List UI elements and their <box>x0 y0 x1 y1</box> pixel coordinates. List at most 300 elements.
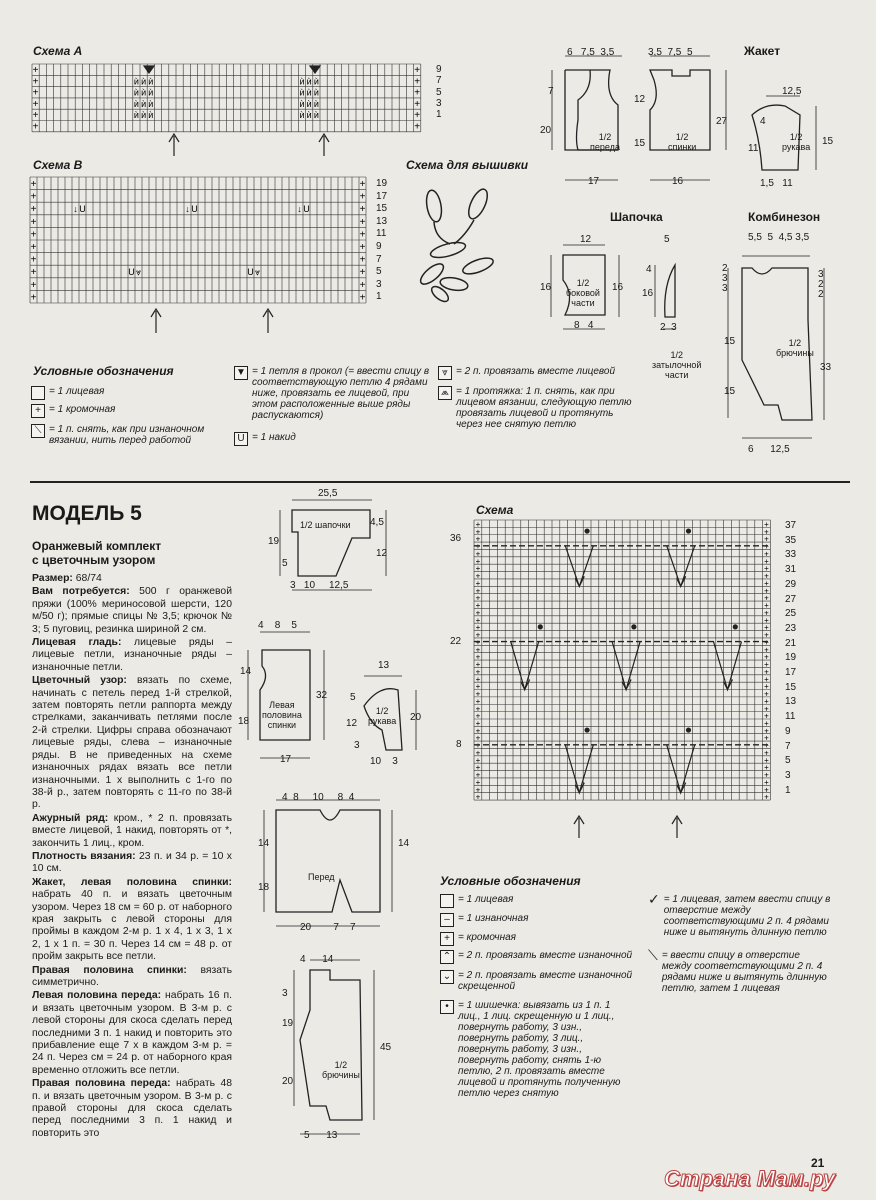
jacket-front-dim-7: 7 <box>548 86 554 97</box>
model-legend-edge: + = кромочная <box>440 932 640 946</box>
sleeve-piece-dim-3: 3 <box>354 740 360 751</box>
chart-mark <box>151 309 161 333</box>
chart-symbol: + <box>764 637 769 647</box>
chart-symbol: ѝ <box>313 87 319 98</box>
row-number: 15 <box>785 681 797 693</box>
drop-stitch-symbol-icon: ▼ <box>234 366 248 380</box>
row-number: 17 <box>376 190 388 202</box>
hat-piece-dim-5: 5 <box>282 558 288 569</box>
hat-side-label: 1/2 боковой части <box>566 278 600 308</box>
overall-dims-top: 5,5 5 4,5 3,5 <box>748 232 810 243</box>
chart-symbol: + <box>475 542 481 552</box>
row-number: 7 <box>436 75 442 87</box>
trouser-piece-dim-45: 45 <box>380 1042 392 1053</box>
model-subtitle: Оранжевый комплект с цветочным узором <box>32 539 162 567</box>
chart-symbol: + <box>764 667 769 677</box>
chart-symbol: + <box>764 704 769 714</box>
top-legend-item-drop: ▼ = 1 петля в прокол (= ввести спицу в соответствующую петлю 4 рядами ниже, провязать ее лицевой, при этом расположенные выше ряды распускаются) <box>234 366 430 421</box>
model-legend-p2tog: ⌃ = 2 п. провязать вместе изнаночной <box>440 950 640 964</box>
chart-symbol: + <box>475 792 481 802</box>
chart-symbol: + <box>764 785 769 795</box>
chart-symbol: ѝ <box>148 110 154 121</box>
chart-symbol: + <box>475 534 481 544</box>
row-number: 19 <box>376 178 388 189</box>
scheme-b-grid <box>28 175 378 335</box>
chart-symbol: ѝ <box>306 76 312 87</box>
hat-piece-dim-bottom: 3 10 12,5 <box>290 580 349 591</box>
row-number: 1 <box>436 109 442 121</box>
chart-symbol: + <box>764 601 769 611</box>
chart-symbol: + <box>475 733 481 743</box>
row-number: 13 <box>785 696 797 708</box>
chart-symbol: + <box>764 564 769 574</box>
chart-symbol: + <box>30 267 37 279</box>
chart-symbol: + <box>475 741 481 751</box>
row-number: 9 <box>376 240 382 252</box>
chart-symbol: + <box>764 520 769 529</box>
jacket-front-dim-20: 20 <box>540 125 552 136</box>
chart-symbol: ѝ <box>148 87 154 98</box>
long-loop-left-icon: ⟍ <box>648 947 658 963</box>
pattern-left-8: 8 <box>456 739 462 750</box>
trouser-piece-dim-20: 20 <box>282 1076 294 1087</box>
row-number: 31 <box>785 564 797 576</box>
chart-symbol: + <box>475 623 481 633</box>
chart-symbol: + <box>764 556 769 566</box>
chart-symbol: + <box>764 777 769 787</box>
trouser-piece-dims-top: 4 14 <box>300 954 334 965</box>
chart-symbol: + <box>475 770 481 780</box>
row-number: 35 <box>785 534 797 546</box>
chart-symbol: + <box>414 87 421 99</box>
chart-symbol: + <box>475 549 481 559</box>
edge-symbol-icon: + <box>31 404 45 418</box>
chart-symbol: + <box>764 682 769 692</box>
chart-symbol: ѝ <box>148 76 154 87</box>
front-piece-dim-bottom: 20 7 7 <box>300 922 356 933</box>
row-number: 37 <box>785 520 797 531</box>
front-piece-dim-14-right: 14 <box>398 838 410 849</box>
chart-mark <box>319 134 329 156</box>
chart-symbol: + <box>764 748 769 758</box>
back-piece-dim-32: 32 <box>316 690 328 701</box>
embroidery-motif <box>410 178 520 308</box>
top-legend-item-yo: U = 1 накид <box>234 432 430 446</box>
chart-symbol: + <box>32 87 39 99</box>
jacket-front-dim-17: 17 <box>588 176 600 187</box>
bobble-mark <box>686 727 691 732</box>
top-legend-item-slip: ⟍ = 1 п. снять, как при изнаночном вязании, нить перед работой <box>31 424 221 446</box>
bobble-mark <box>585 528 590 533</box>
overall-dims-left: 2 3 3 <box>722 263 728 294</box>
chart-symbol: + <box>30 242 37 253</box>
hat-dim-16-left: 16 <box>540 282 552 293</box>
knit-symbol-icon <box>440 894 454 908</box>
chart-mark <box>263 309 273 333</box>
jacket-sleeve-dim-top: 12,5 <box>782 86 802 97</box>
chart-mark <box>144 66 154 73</box>
k2tog-symbol-icon: ⩔ <box>438 366 452 380</box>
row-number: 17 <box>785 667 797 679</box>
row-number: 21 <box>785 637 797 649</box>
chart-symbol: + <box>475 674 481 684</box>
chart-symbol: + <box>359 242 366 253</box>
chart-symbol: + <box>764 578 769 588</box>
chart-symbol: + <box>475 637 481 647</box>
jacket-back-dim-12: 12 <box>634 94 646 105</box>
trouser-piece-dim-bottom: 5 13 <box>304 1130 338 1141</box>
chart-symbol: + <box>475 763 481 773</box>
jacket-back-dim-27: 27 <box>716 116 728 127</box>
bobble-mark <box>686 528 691 533</box>
sleeve-piece-label: 1/2 рукава <box>368 706 397 726</box>
chart-symbol: ѝ <box>141 87 147 98</box>
long-loop-right-icon: ✓ <box>648 891 660 907</box>
chart-symbol: ѝ <box>299 87 305 98</box>
front-piece-dim-18: 18 <box>258 882 270 893</box>
bobble-mark <box>733 624 738 629</box>
chart-symbol: + <box>30 179 37 190</box>
chart-symbol: ѝ <box>299 110 305 121</box>
sleeve-piece-dim-5: 5 <box>350 692 356 703</box>
overall-dims-right: 3 2 2 <box>818 269 824 300</box>
chart-symbol: ѝ <box>313 98 319 109</box>
chart-symbol: ѝ <box>299 76 305 87</box>
chart-symbol: + <box>475 556 481 566</box>
overall-label: 1/2 брючины <box>776 338 814 358</box>
jacket-sleeve-label: 1/2 рукава <box>782 132 811 152</box>
embroidery-title: Схема для вышивки <box>406 158 529 172</box>
chart-symbol: + <box>475 645 481 655</box>
chart-mark <box>574 816 584 838</box>
chart-symbol: ѝ <box>313 110 319 121</box>
pattern-right-row-numbers <box>785 519 796 798</box>
chart-symbol: + <box>414 98 421 110</box>
hat-schematics <box>535 225 705 365</box>
trouser-piece-dim-19: 19 <box>282 1018 294 1029</box>
model-title: МОДЕЛЬ 5 <box>32 502 142 525</box>
row-number: 9 <box>785 725 791 737</box>
chart-symbol: ↓ <box>297 204 302 215</box>
chart-symbol: + <box>30 279 37 291</box>
row-number: 29 <box>785 578 797 590</box>
chart-symbol: + <box>764 718 769 728</box>
chart-symbol: + <box>764 763 769 773</box>
p2tog-symbol-icon: ⌃ <box>440 950 454 964</box>
row-number: 5 <box>785 755 791 767</box>
chart-symbol: ѝ <box>299 98 305 109</box>
chart-symbol: ѝ <box>133 76 139 87</box>
chart-symbol: + <box>359 267 366 279</box>
chart-symbol: + <box>30 292 37 304</box>
sleeve-piece-dim-20: 20 <box>410 712 422 723</box>
chart-symbol: + <box>475 696 481 706</box>
chart-mark <box>672 816 682 838</box>
chart-symbol: + <box>32 121 39 133</box>
chart-symbol: + <box>32 110 39 122</box>
hat-piece-label: 1/2 шапочки <box>300 520 351 530</box>
chart-symbol: + <box>359 292 366 304</box>
top-legend-item-edge: + = 1 кромочная <box>31 404 221 418</box>
jacket-sleeve-dim-4: 4 <box>760 116 766 127</box>
hat-back-dim-5: 5 <box>664 234 670 245</box>
scheme-a-title: Схема А <box>33 44 83 58</box>
chart-symbol: + <box>475 578 481 588</box>
trouser-piece-label: 1/2 брючины <box>322 1060 360 1080</box>
row-number: 7 <box>785 740 791 752</box>
p2tog-tbl-symbol-icon: ⌄ <box>440 970 454 984</box>
row-number: 1 <box>785 784 791 796</box>
chart-symbol: + <box>475 718 481 728</box>
top-legend-item-knit: = 1 лицевая <box>31 386 221 400</box>
chart-symbol: + <box>764 726 769 736</box>
row-number: 25 <box>785 608 797 620</box>
model-legend-purl: – = 1 изнаночная <box>440 913 640 927</box>
scheme-a-row-numbers <box>436 64 442 120</box>
model-legend-p2tog-tbl: ⌄ = 2 п. провязать вместе изнаночной скрещенной <box>440 970 640 992</box>
model-instructions: Размер: 68/74 Вам потребуется: 500 г оранжевой пряжи (100% мериносовой шерсти, 120 м/50 г); прямые спицы № 3,5; крючок № 3; 5 пуговиц, резинка шириной 2 см. Лицевая гладь: лицевые ряды – лицевые петли, изнаночные ряды – изнаночные петли. Цветочный узор: вязать по схеме, начинать с петель перед 1-й стрелкой, затем повторять петли раппорта между стрелками, заканчивать петлями после 2-й стрелки. Цифры справа обозначают лицевые ряды, слева – изнаночные ряды. В не приведенных на схеме изнаночных рядах вязать все петли изнаночными. 1 х выполнить с 1-го по 38-й р., затем повторять с 11-го по 38-й р. Ажурный ряд: кром., * 2 п. провязать вместе лицевой, 1 накид, повторять от *, закончить 1 лиц., кром. Плотность вязания: 23 п. и 34 р. = 10 х 10 см. Жакет, левая половина спинки: набрать 40 п. и вязать цветочным узором. Через 18 см = 60 р. от наборного края закрыть с левой стороны для проймы в каждом 2-м р. 1 х 4, 1 х 3, 1 х 2, 1 х 1 п. = 30 п. Через 14 см = 48 р. от пройм закрыть все петли. Правая половина спинки: вязать симметрично. Левая половина переда: набрать 16 п. и вязать цветочным узором. В 3-м р. с левой стороны для скоса сделать перед последними 3 п. 1 накид и повторить это прибавление еще 7 х в каждом 3-м р. = 24 п. Через см = 24 р. от наборного края временно отложить все петли. Правая половина переда: набрать 48 п. и вязать цветочным узором. В 3-м р. с правой стороны для скоса сделать перед последними 3 п. 1 накид и повторить это <box>32 573 233 1139</box>
overall-title: Комбинезон <box>748 210 821 224</box>
skp-symbol-icon: ⩕ <box>438 386 452 400</box>
jacket-sleeve-dim-11: 11 <box>748 143 759 154</box>
chart-symbol: + <box>475 755 481 765</box>
chart-symbol: ѝ <box>306 98 312 109</box>
chart-symbol: + <box>764 615 769 625</box>
overall-dim-bottom: 6 12,5 <box>748 444 790 455</box>
chart-symbol: + <box>359 229 366 241</box>
chart-symbol: + <box>475 527 481 537</box>
pattern-left-36: 36 <box>450 533 462 544</box>
chart-symbol: + <box>475 689 481 699</box>
hat-piece-dim-25-5: 25,5 <box>318 488 338 499</box>
chart-symbol: ѝ <box>306 87 312 98</box>
chart-symbol: + <box>475 586 481 596</box>
chart-mark <box>310 66 320 73</box>
chart-symbol: + <box>475 608 481 618</box>
hat-piece-dim-4-5: 4,5 <box>370 517 384 528</box>
chart-symbol: + <box>764 549 769 559</box>
chart-symbol: + <box>475 520 481 529</box>
chart-symbol: + <box>475 785 481 795</box>
row-number: 13 <box>376 215 388 227</box>
chart-symbol: + <box>475 667 481 677</box>
row-number: 3 <box>785 769 791 781</box>
chart-symbol: ↓ <box>73 204 78 215</box>
sleeve-piece-dim-12: 12 <box>346 718 358 729</box>
jacket-back-dim-16: 16 <box>672 176 684 187</box>
row-number: 5 <box>436 86 442 98</box>
jacket-front-dim-top: 6 7,5 3,5 <box>567 47 615 58</box>
chart-symbol: + <box>32 65 39 76</box>
bobble-mark <box>585 727 590 732</box>
edge-symbol-icon: + <box>440 932 454 946</box>
jacket-sleeve-dim-bottom: 1,5 11 <box>760 178 793 189</box>
chart-symbol: ѝ <box>313 76 319 87</box>
row-number: 3 <box>376 278 382 290</box>
jacket-schematics <box>530 40 840 200</box>
top-legend-item-skp: ⩕ = 1 протяжка: 1 п. снять, как при лицевом вязании, следующую петлю провязать лицевой и протянуть через нее снятую петлю <box>438 386 638 430</box>
chart-symbol: + <box>414 121 421 133</box>
chart-symbol: + <box>764 534 769 544</box>
model-legend-long-loop-a: ✓ = 1 лицевая, затем ввести спицу в отверстие между соответствующими 2 п. 4 рядами ниже и вытянуть длинную петлю <box>648 891 831 938</box>
row-number: 7 <box>376 253 382 265</box>
hat-dim-bottom: 8 4 <box>574 320 594 331</box>
front-piece-label: Перед <box>308 872 335 882</box>
chart-symbol: + <box>359 216 366 228</box>
chart-symbol: + <box>475 726 481 736</box>
chart-symbol: + <box>475 615 481 625</box>
flower-pattern-grid <box>472 518 782 843</box>
chart-symbol: U <box>128 267 135 278</box>
chart-symbol: + <box>32 98 39 110</box>
back-piece-dim-18: 18 <box>238 716 250 727</box>
yarn-over-symbol-icon: U <box>234 432 248 446</box>
front-piece-dims-top: 4 8 10 8 4 <box>282 792 355 803</box>
model-legend-title: Условные обозначения <box>440 874 581 888</box>
chart-symbol: + <box>30 254 37 266</box>
chart-symbol: + <box>475 711 481 721</box>
chart-symbol: ѝ <box>306 110 312 121</box>
top-legend-item-k2tog: ⩔ = 2 п. провязать вместе лицевой <box>438 366 638 380</box>
row-number: 27 <box>785 593 797 605</box>
chart-symbol: ѝ <box>141 98 147 109</box>
row-number: 5 <box>376 266 382 278</box>
row-number: 1 <box>376 291 382 303</box>
jacket-back-dim-top: 3,5 7,5 5 <box>648 47 693 58</box>
chart-symbol: + <box>475 682 481 692</box>
chart-symbol: + <box>764 645 769 655</box>
chart-symbol: + <box>764 711 769 721</box>
chart-symbol: + <box>475 564 481 574</box>
chart-symbol: + <box>764 630 769 640</box>
row-number: 3 <box>436 97 442 109</box>
overall-dim-15-a: 15 <box>724 336 736 347</box>
chart-symbol: + <box>764 755 769 765</box>
chart-symbol: + <box>764 741 769 751</box>
chart-symbol: + <box>475 571 481 581</box>
back-piece-dim-17: 17 <box>280 754 292 765</box>
chart-symbol: ѝ <box>148 98 154 109</box>
chart-symbol: ѝ <box>133 110 139 121</box>
chart-symbol: + <box>764 660 769 670</box>
bobble-symbol-icon: • <box>440 1000 454 1014</box>
hat-title: Шапочка <box>610 210 663 224</box>
model-legend-long-loop-b: ⟍ = ввести спицу в отверстие между соответствующими 2 п. 4 рядами ниже и вытянуть длинную петлю, затем 1 лицевая <box>648 947 827 994</box>
slip-symbol-icon: ⟍ <box>31 424 45 438</box>
chart-symbol: + <box>475 704 481 714</box>
chart-symbol: + <box>414 110 421 122</box>
trouser-piece-dim-3: 3 <box>282 988 288 999</box>
chart-symbol: + <box>32 76 39 88</box>
hat-back-dim-4: 4 <box>646 264 652 275</box>
row-number: 11 <box>785 711 796 723</box>
jacket-front-label: 1/2 переда <box>590 132 620 152</box>
chart-symbol: ⩔ <box>254 267 261 278</box>
chart-symbol: + <box>764 696 769 706</box>
page-number: 21 <box>811 1156 825 1170</box>
chart-symbol: + <box>475 660 481 670</box>
bobble-mark <box>631 624 636 629</box>
hat-dim-16-right: 16 <box>612 282 624 293</box>
bobble-mark <box>538 624 543 629</box>
chart-symbol: + <box>764 542 769 552</box>
chart-symbol: + <box>30 216 37 228</box>
chart-symbol: + <box>764 674 769 684</box>
chart-symbol: ѝ <box>141 110 147 121</box>
pattern-left-22: 22 <box>450 636 462 647</box>
chart-symbol: + <box>359 254 366 266</box>
hat-piece-dim-19: 19 <box>268 536 280 547</box>
scheme-b-row-numbers <box>376 178 387 304</box>
chart-symbol: + <box>764 586 769 596</box>
chart-symbol: ⩔ <box>135 267 142 278</box>
chart-symbol: + <box>764 527 769 537</box>
scheme-b-title: Схема В <box>33 158 83 172</box>
pattern-chart-title: Схема <box>476 503 514 517</box>
row-number: 9 <box>436 64 442 75</box>
jacket-title: Жакет <box>744 44 781 58</box>
chart-symbol: + <box>30 204 37 216</box>
jacket-sleeve-dim-15: 15 <box>822 136 834 147</box>
back-piece-dim-14: 14 <box>240 666 252 677</box>
row-number: 23 <box>785 622 797 634</box>
chart-symbol: + <box>475 601 481 611</box>
chart-symbol: + <box>764 792 769 802</box>
scheme-a-grid <box>30 60 450 160</box>
row-number: 15 <box>376 203 388 215</box>
hat-back-dim-16: 16 <box>642 288 654 299</box>
hat-back-label: 1/2 затылочной части <box>652 350 702 380</box>
front-piece-dim-14-left: 14 <box>258 838 270 849</box>
chart-symbol: + <box>414 76 421 88</box>
chart-symbol: U <box>303 204 310 215</box>
chart-symbol: + <box>475 593 481 603</box>
top-legend-title: Условные обозначения <box>33 364 174 378</box>
row-number: 19 <box>785 652 797 664</box>
chart-symbol: ѝ <box>141 76 147 87</box>
overall-dim-15-b: 15 <box>724 386 736 397</box>
chart-symbol: + <box>475 652 481 662</box>
watermark: Страна Мам.ру <box>664 1166 836 1191</box>
chart-symbol: + <box>764 652 769 662</box>
chart-symbol: + <box>359 179 366 190</box>
chart-symbol: + <box>414 65 421 76</box>
chart-symbol: + <box>764 623 769 633</box>
chart-symbol: + <box>30 191 37 203</box>
chart-symbol: + <box>764 593 769 603</box>
chart-symbol: + <box>359 279 366 291</box>
model-legend-knit: = 1 лицевая <box>440 894 640 908</box>
chart-symbol: ↓ <box>185 204 190 215</box>
chart-symbol: + <box>359 204 366 216</box>
chart-symbol: + <box>764 733 769 743</box>
back-piece-label: Левая половина спинки <box>262 700 302 730</box>
jacket-back-label: 1/2 спинки <box>668 132 697 152</box>
back-piece-dims-top: 4 8 5 <box>258 620 297 631</box>
chart-mark <box>169 134 179 156</box>
jacket-back-dim-15: 15 <box>634 138 646 149</box>
chart-symbol: ѝ <box>133 98 139 109</box>
chart-symbol: U <box>191 204 198 215</box>
chart-mark <box>565 546 593 587</box>
hat-piece-dim-12: 12 <box>376 548 388 559</box>
sleeve-piece-dim-bottom: 10 3 <box>370 756 398 767</box>
sleeve-piece-dim-13: 13 <box>378 660 390 671</box>
chart-mark <box>667 546 695 587</box>
overall-dim-33: 33 <box>820 362 832 373</box>
chart-symbol: + <box>30 229 37 241</box>
chart-symbol: + <box>764 689 769 699</box>
